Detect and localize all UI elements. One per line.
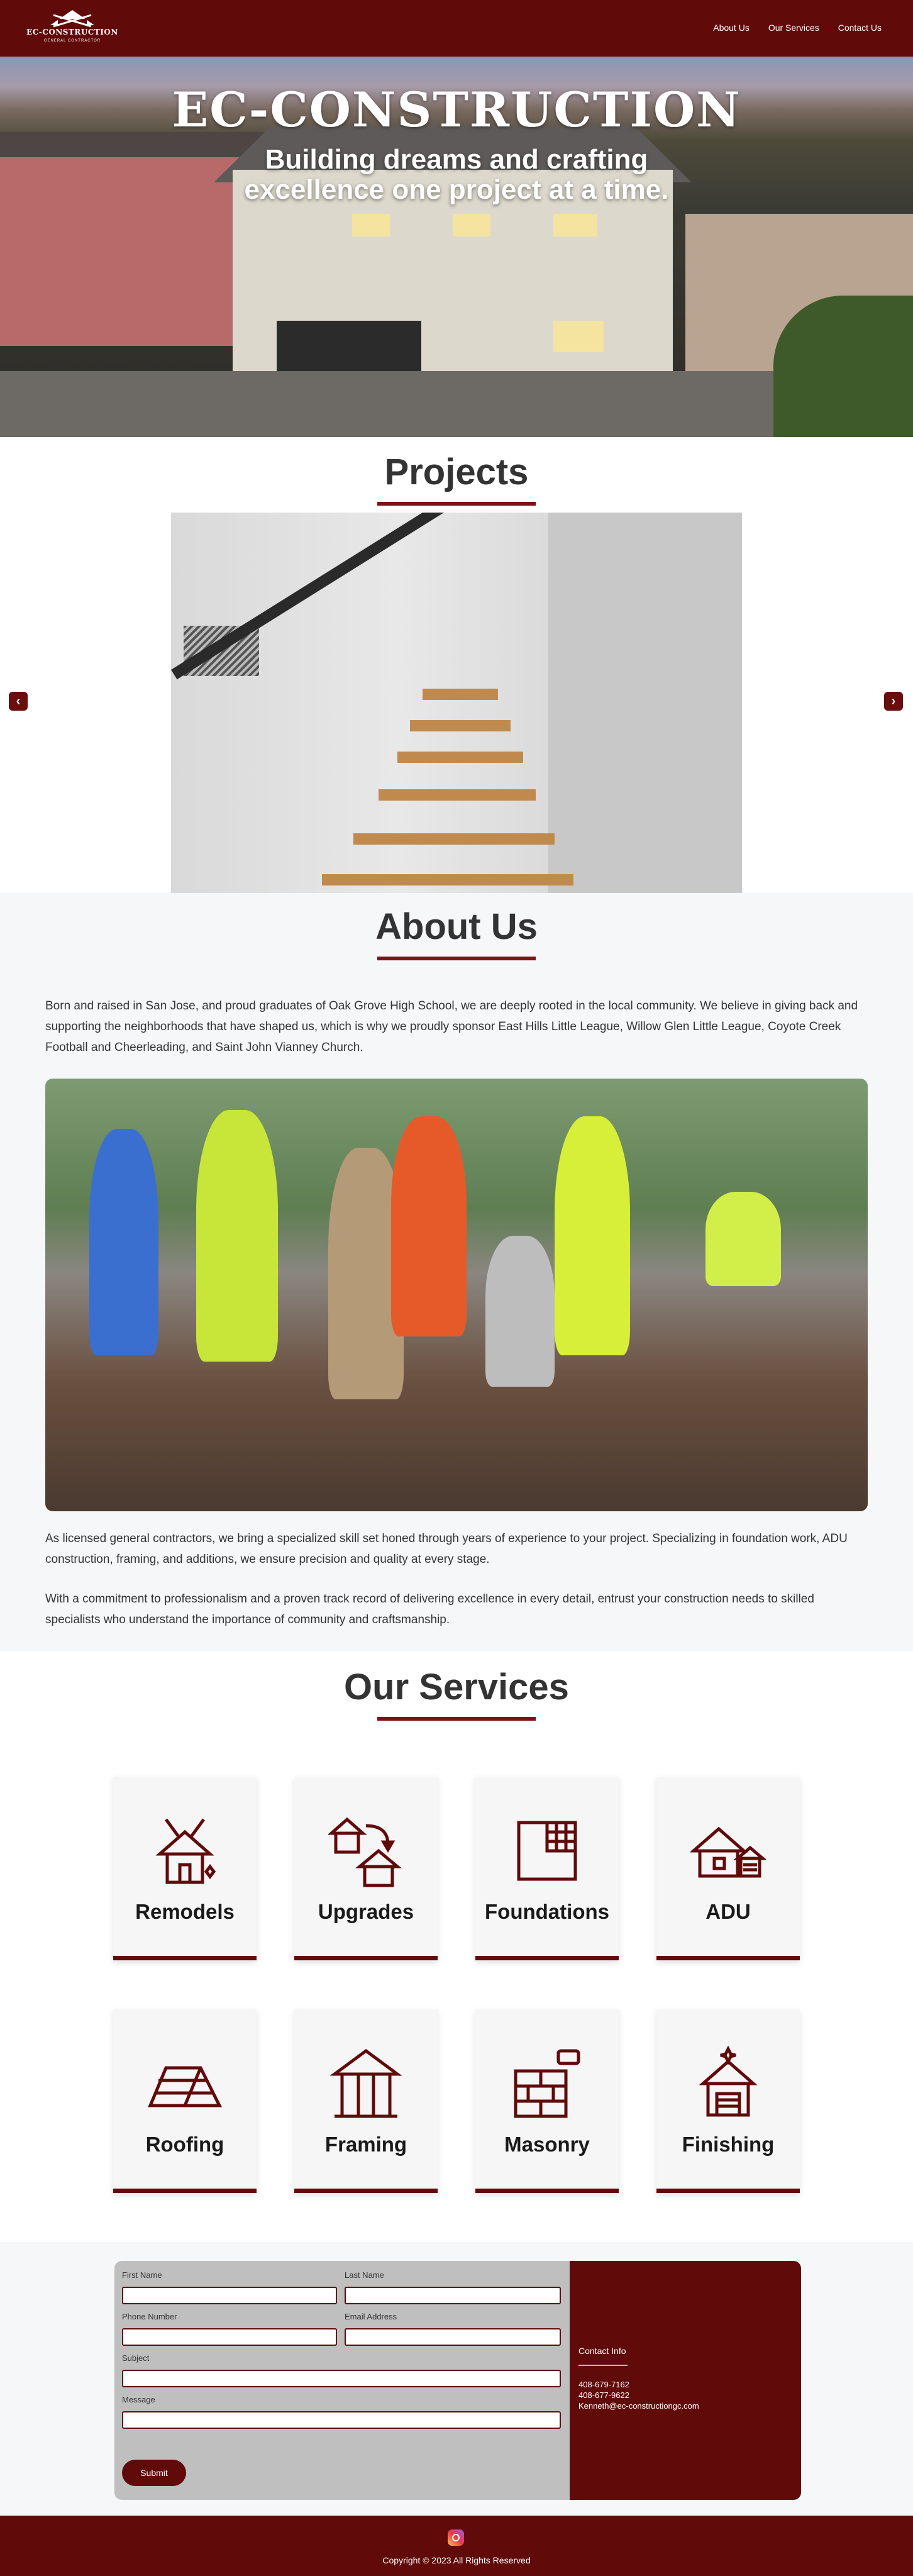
slide-stair-step [353,833,555,845]
team-member [485,1236,555,1387]
foundation-icon [509,1813,585,1889]
hero-window [352,214,390,236]
top-navbar [0,0,913,57]
projects-title-underline [377,502,536,506]
chevron-left-icon: ‹ [16,694,21,708]
service-label: Remodels [135,1900,235,1923]
hero-tagline: Building dreams and crafting excellence one project at a time. [244,144,669,205]
service-card-framing[interactable] [294,2009,438,2193]
service-card-finishing[interactable] [656,2009,800,2193]
team-member [89,1129,158,1355]
copyright-text: Copyright © 2023 All Rights Reserved [382,2555,531,2565]
team-member [706,1192,781,1286]
about-paragraph-3: With a commitment to professionalism and a proven track record of delivering excellence in every detail, entrust your construction needs to skilled specialists who understand the importance of community and craftsmanship. [45,1592,814,1626]
message-label: Message [122,2395,155,2404]
chevron-right-icon: › [891,694,896,708]
service-card-masonry[interactable] [475,2009,619,2193]
team-member [196,1110,278,1362]
framing-icon [328,2046,404,2121]
service-label: Framing [324,2133,407,2156]
service-label: ADU [706,1900,751,1923]
about-paragraph-1: Born and raised in San Jose, and proud graduates of Oak Grove High School, we are deeply rooted in the local community. We believe in giving back and supporting the neighborhoods that have shaped us, which is why we proudly sponsor East Hills Little League, Willow Glen Little League, Coyote Creek Football and Cheerleading, and Saint John Vianney Church. [45,999,858,1054]
team-photo [45,1079,868,1511]
about-paragraph-2: As licensed general contractors, we bring a specialized skill set honed through years of experience to your project. Specializing in foundation work, ADU construction, framing, and additions, we ensure precision and quality at every stage. [45,1532,848,1566]
last-name-label: Last Name [345,2270,384,2280]
carousel-prev-button[interactable] [9,692,28,711]
upgrade-house-icon [328,1813,404,1889]
roof-icon [147,2046,223,2121]
hero-window [453,214,490,236]
slide-stair-step [322,874,573,886]
service-card-remodels[interactable] [113,1777,257,1960]
message-input[interactable] [122,2411,561,2429]
nav-link-about[interactable]: About Us [713,23,750,33]
service-label: Roofing [145,2133,224,2156]
team-member [391,1116,467,1336]
hero-trees [773,296,913,437]
contact-info-title: Contact Info [578,2346,626,2356]
service-card-adu[interactable] [656,1777,800,1960]
logo-house-icon [25,9,119,28]
slide-handrail [171,513,455,679]
remodel-house-icon [147,1813,223,1889]
slide-wall [548,513,742,893]
contact-email[interactable]: Kenneth@ec-constructiongc.com [578,2401,699,2411]
nav-links [713,23,882,33]
about-title-underline [377,957,536,960]
instagram-icon[interactable] [448,2529,464,2546]
contact-info-underline [578,2365,628,2366]
service-label: Finishing [682,2133,775,2156]
service-label: Masonry [504,2133,590,2156]
finishing-icon [690,2046,766,2121]
email-input[interactable] [345,2328,561,2346]
slide-stair-step [379,789,536,801]
hero-window [553,321,604,352]
hero-title: EC-CONSTRUCTION [172,82,741,138]
hero-window [553,214,597,236]
hero-banner [0,57,913,437]
services-title: Our Services [344,1667,569,1707]
last-name-input[interactable] [345,2287,561,2304]
nav-link-services[interactable]: Our Services [768,23,819,33]
slide-stair-step [423,689,498,700]
logo-subtitle: GENERAL CONTRACTOR [43,39,101,43]
about-title: About Us [375,906,538,947]
service-card-roofing[interactable] [113,2009,257,2193]
footer [0,2516,913,2576]
adu-house-icon [690,1813,766,1889]
instagram-lens [452,2534,460,2541]
service-card-foundations[interactable] [475,1777,619,1960]
logo-text: EC-CONSTRUCTION [26,28,118,36]
submit-button[interactable]: Submit [122,2460,186,2486]
carousel-next-button[interactable] [884,692,903,711]
first-name-label: First Name [122,2270,162,2280]
projects-section [0,437,913,893]
slide-stair-step [410,720,511,731]
services-section [0,1651,913,2242]
service-label: Upgrades [318,1900,414,1923]
project-slide-image[interactable] [171,513,742,893]
bricks-icon [509,2046,585,2121]
nav-link-contact[interactable]: Contact Us [838,23,882,33]
contact-phone-2[interactable]: 408-677-9622 [578,2390,629,2400]
service-label: Foundations [485,1900,609,1923]
services-title-underline [377,1717,536,1721]
slide-stair-step [397,752,523,763]
phone-label: Phone Number [122,2312,177,2321]
first-name-input[interactable] [122,2287,337,2304]
projects-title: Projects [384,452,529,492]
subject-label: Subject [122,2353,150,2363]
team-member [555,1116,630,1355]
logo[interactable] [25,9,119,48]
subject-input[interactable] [122,2370,561,2387]
email-label: Email Address [345,2312,397,2321]
phone-input[interactable] [122,2328,337,2346]
service-card-upgrades[interactable] [294,1777,438,1960]
contact-phone-1[interactable]: 408-679-7162 [578,2380,629,2389]
